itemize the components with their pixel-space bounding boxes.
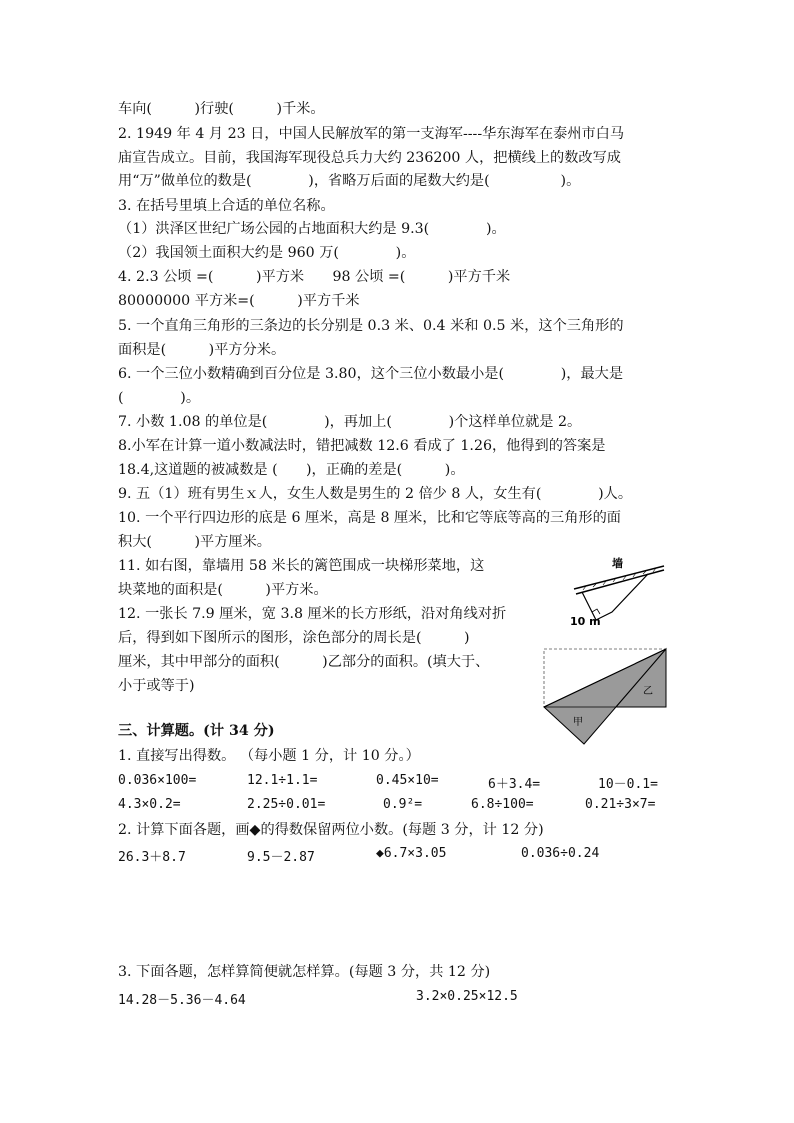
wall-label: 墙 [612, 557, 623, 570]
calc-item: ◆6.7×3.05 [376, 846, 447, 861]
text-line: 11. 如右图，靠墙用 58 米长的篱笆围成一块梯形菜地，这 [118, 558, 485, 574]
calc-item: 26.3＋8.7 [118, 850, 186, 865]
part-b-label: 乙 [643, 686, 653, 697]
calc-item: 14.28－5.36－4.64 [118, 993, 246, 1008]
text-line: （1）洪泽区世纪广场公园的占地面积大约是 9.3( )。 [118, 221, 506, 237]
wall-trapezoid-figure [568, 554, 668, 632]
calc-item: 0.45×10= [376, 773, 439, 788]
text-line: 7. 小数 1.08 的单位是( )，再加上( )个这样单位就是 2。 [118, 414, 582, 430]
text-line: 用“万”做单位的数是( )，省略万后面的尾数大约是( )。 [118, 173, 581, 189]
calc-item: 9.5－2.87 [247, 850, 315, 865]
text-line: 积大( )平方厘米。 [118, 534, 271, 550]
text-line: 8.小军在计算一道小数减法时，错把减数 12.6 看成了 1.26，他得到的答案是 [118, 438, 606, 454]
section-title: 三、计算题。(计 34 分) [118, 723, 275, 739]
text-line: 车向( )行驶( )千米。 [118, 101, 325, 117]
calc-item: 0.21÷3×7= [585, 797, 656, 812]
text-line: 5. 一个直角三角形的三条边的长分别是 0.3 米、0.4 米和 0.5 米，这个三角形的 [118, 318, 624, 334]
text-line: 块菜地的面积是( )平方米。 [118, 582, 328, 598]
text-line: 庙宣告成立。目前，我国海军现役总兵力大约 236200 人，把横线上的数改写成 [118, 150, 621, 166]
calc-item: 12.1÷1.1= [247, 773, 318, 788]
calc-item: 0.9²= [383, 797, 423, 812]
calc-item: 0.036÷0.24 [521, 846, 600, 861]
calc-item: 10－0.1= [598, 777, 658, 792]
calc-item: 6.8÷100= [471, 797, 534, 812]
text-line: 80000000 平方米=( )平方千米 [118, 293, 360, 309]
text-line: 3. 在括号里填上合适的单位名称。 [118, 198, 335, 214]
part-a-label: 甲 [573, 717, 583, 728]
question-title: 1. 直接写出得数。 （每小题 1 分，计 10 分。） [118, 748, 420, 764]
text-line: 厘米，其中甲部分的面积( )乙部分的面积。(填大于、 [118, 654, 490, 670]
text-line: 10. 一个平行四边形的底是 6 厘米，高是 8 厘米，比和它等底等高的三角形的面 [118, 510, 621, 526]
calc-item: 6＋3.4= [488, 777, 541, 792]
question-title: 3. 下面各题，怎样算简便就怎样算。(每题 3 分，共 12 分) [118, 964, 491, 980]
text-line: 小于或等于) [118, 678, 195, 694]
text-line: 6. 一个三位小数精确到百分位是 3.80，这个三位小数最小是( )，最大是 [118, 366, 624, 382]
calc-item: 2.25÷0.01= [247, 797, 326, 812]
question-title: 2. 计算下面各题，画◆的得数保留两位小数。(每题 3 分，计 12 分) [118, 822, 544, 838]
text-line: 12. 一张长 7.9 厘米，宽 3.8 厘米的长方形纸，沿对角线对折 [118, 606, 507, 622]
measure-label: 10 m [570, 615, 601, 628]
text-line: 9. 五（1）班有男生ｘ人，女生人数是男生的 2 倍少 8 人，女生有( )人。 [118, 486, 633, 502]
calc-item: 3.2×0.25×12.5 [416, 989, 518, 1004]
text-line: 4. 2.3 公顷 =( )平方米 98 公顷 =( )平方千米 [118, 269, 511, 285]
text-line: 面积是( )平方分米。 [118, 342, 286, 358]
folded-rectangle-figure [540, 644, 670, 746]
text-line: 2. 1949 年 4 月 23 日，中国人民解放军的第一支海军----华东海军在泰州市白马 [118, 126, 625, 142]
text-line: ( )。 [118, 390, 201, 406]
text-line: （2）我国领土面积大约是 960 万( )。 [118, 245, 416, 261]
text-line: 18.4,这道题的被减数是 ( )，正确的差是( )。 [118, 462, 465, 478]
calc-item: 4.3×0.2= [118, 797, 181, 812]
calc-item: 0.036×100= [118, 773, 197, 788]
text-line: 后，得到如下图所示的图形，涂色部分的周长是( ) [118, 630, 470, 646]
